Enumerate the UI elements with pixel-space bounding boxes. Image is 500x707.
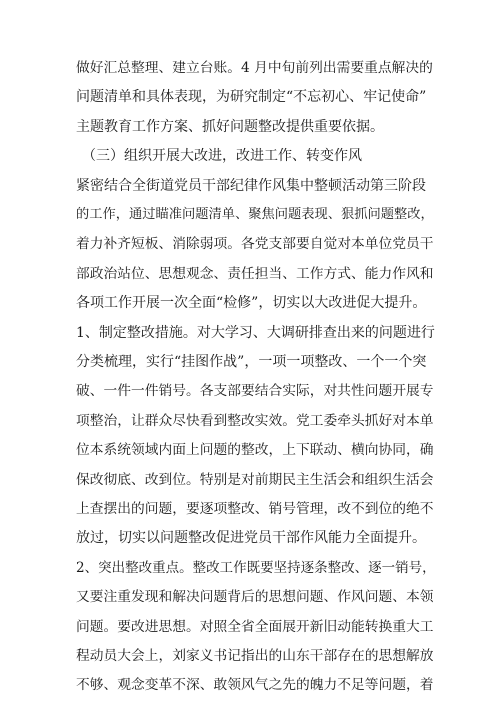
text-line: 保改彻底、改到位。特别是对前期民主生活会和组织生活会 bbox=[76, 471, 434, 488]
text-line: 2、突出整改重点。整改工作既要坚持逐条整改、逐一销号， bbox=[76, 559, 436, 576]
text-line: 问题。要改进思想。对照全省全面展开新旧动能转换重大工 bbox=[76, 618, 434, 635]
text-line: 位本系统领域内面上问题的整改，上下联动、横向协同，确 bbox=[76, 442, 434, 459]
text-line: 破、一件一件销号。各支部要结合实际，对共性问题开展专 bbox=[76, 383, 434, 400]
text-line: 又要注重发现和解决问题背后的思想问题、作风问题、本领 bbox=[76, 589, 434, 606]
text-line: 紧密结合全街道党员干部纪律作风集中整顿活动第三阶段 bbox=[76, 177, 426, 194]
text-line: 问题清单和具体表现，为研究制定“不忘初心、牢记使命” bbox=[76, 89, 427, 106]
text-line: 程动员大会上，刘家义书记指出的山东干部存在的思想解放 bbox=[76, 648, 434, 664]
text-line: 做好汇总整理、建立台账。4 月中旬前列出需要重点解决的 bbox=[76, 60, 433, 76]
text-line: 分类梳理，实行“挂图作战”，一项一项整改、一个一个突 bbox=[76, 354, 427, 370]
text-line: 的工作，通过瞄准问题清单、聚焦问题表现、狠抓问题整改， bbox=[76, 207, 434, 222]
text-line: 上查摆出的问题，要逐项整改、销号管理，改不到位的绝不 bbox=[76, 501, 434, 517]
text-line: 放过，切实以问题整改促进党员干部作风能力全面提升。 bbox=[76, 530, 426, 547]
text-line: 着力补齐短板、消除弱项。各党支部要自觉对本单位党员干 bbox=[76, 236, 434, 253]
text-line: 不够、观念变革不深、敢领风气之先的魄力不足等问题，着 bbox=[76, 677, 434, 694]
text-line: 项整治，让群众尽快看到整改实效。党工委牵头抓好对本单 bbox=[76, 412, 434, 429]
text-line: 部政治站位、思想观念、责任担当、工作方式、能力作风和 bbox=[76, 265, 434, 282]
text-line: 主题教育工作方案、抓好问题整改提供重要依据。 bbox=[76, 118, 384, 135]
text-line: 各项工作开展一次全面“检修”，切实以大改进促大提升。 bbox=[76, 295, 427, 312]
text-line: （三）组织开展大改进，改进工作、转变作风 bbox=[82, 148, 362, 165]
text-line: 1、制定整改措施。对大学习、大调研排查出来的问题进行 bbox=[76, 324, 435, 341]
